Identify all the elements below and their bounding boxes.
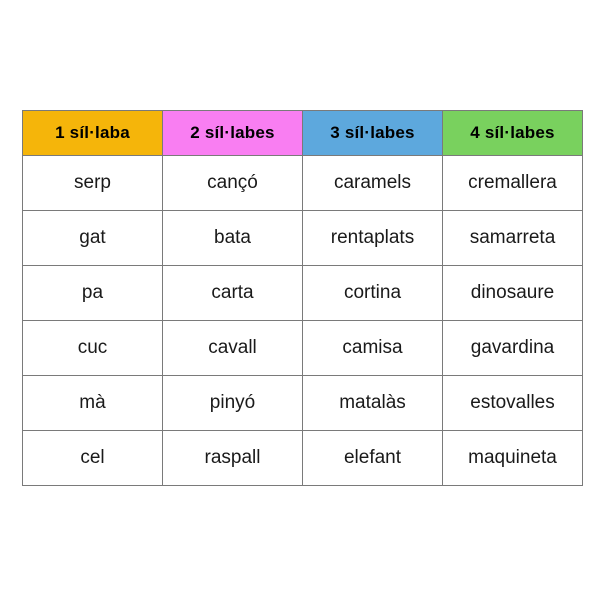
table-cell: cavall [163,321,303,376]
column-header-3-syllables: 3 síl·labes [303,111,443,156]
table-row [23,376,583,431]
table-row [23,266,583,321]
table-cell: samarreta [443,211,583,266]
syllable-table [22,110,583,486]
table-cell: cremallera [443,156,583,211]
syllable-table-container [22,110,578,486]
table-cell: elefant [303,431,443,486]
table-cell: cortina [303,266,443,321]
table-cell: gavardina [443,321,583,376]
table-row [23,431,583,486]
table-cell: matalàs [303,376,443,431]
table-cell: bata [163,211,303,266]
table-row [23,321,583,376]
table-cell: gat [23,211,163,266]
table-cell: cuc [23,321,163,376]
table-cell: rentaplats [303,211,443,266]
table-cell: serp [23,156,163,211]
table-cell: mà [23,376,163,431]
header-row [23,111,583,156]
table-cell: maquineta [443,431,583,486]
table-cell: pa [23,266,163,321]
column-header-4-syllables: 4 síl·labes [443,111,583,156]
table-cell: cel [23,431,163,486]
table-body [23,156,583,486]
table-cell: raspall [163,431,303,486]
table-cell: estovalles [443,376,583,431]
table-row [23,211,583,266]
column-header-1-syllable: 1 síl·laba [23,111,163,156]
column-header-2-syllables: 2 síl·labes [163,111,303,156]
table-cell: cançó [163,156,303,211]
table-row [23,156,583,211]
table-cell: caramels [303,156,443,211]
table-header [23,111,583,156]
table-cell: dinosaure [443,266,583,321]
table-cell: pinyó [163,376,303,431]
table-cell: carta [163,266,303,321]
table-cell: camisa [303,321,443,376]
